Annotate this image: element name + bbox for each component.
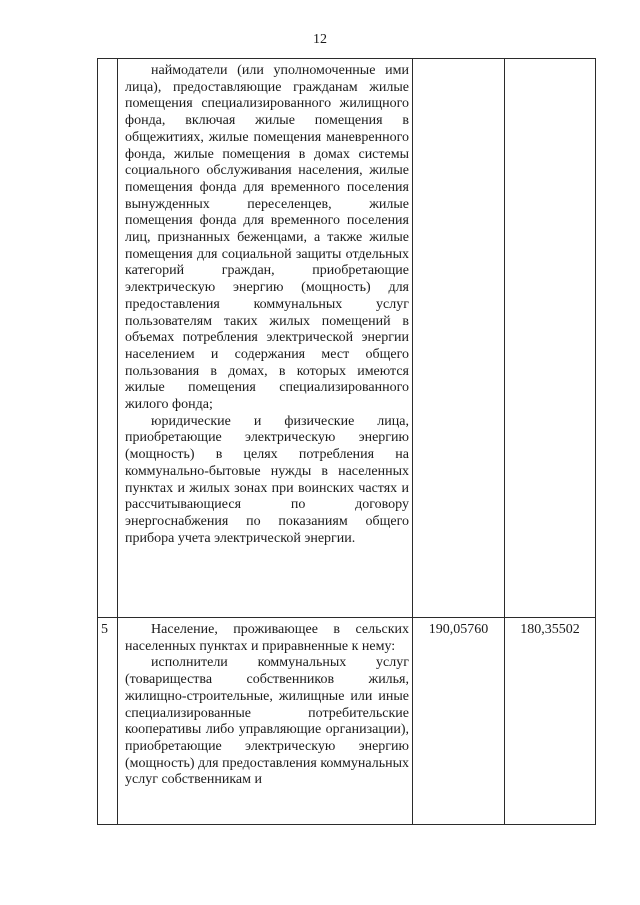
table-row <box>98 59 596 618</box>
tariff-value-2: 180,35502 <box>505 618 596 825</box>
description-paragraph: наймодатели (или уполномоченные ими лица), предоставляющие гражданам жилые помещения специализированного жилищного фонда, включая жилые помещения в общежитиях, жилые помещения маневренного фонда, жилые помещения в домах системы социального обслуживания населения, жилые помещения фонда для временного поселения вынужденных переселенцев, жилые помещения фонда для временного поселения лиц, признанных беженцами, а также жилые помещения для социальной защиты отдельных категорий граждан, приобретающие электрическую энергию (мощность) для предоставления коммунальных услуг пользователям таких жилых помещений в объемах потребления электрической энергии населением и содержания мест общего пользования в домах, в которых имеются жилые помещения специализированного жилого фонда; <box>125 63 409 413</box>
row-description <box>118 59 413 618</box>
tariff-value-2 <box>505 59 596 618</box>
row-number <box>98 59 118 618</box>
row-description <box>118 618 413 825</box>
table-row <box>98 618 596 825</box>
description-paragraph: Население, проживающее в сельских населенных пунктах и приравненные к нему: <box>125 622 409 654</box>
description-paragraph: юридические и физические лица, приобретающие электрическую энергию (мощность) в целях потребления на коммунально-бытовые нужды в населенных пунктах и жилых зонах при воинских частях и рассчитывающиеся по договору энергоснабжения по показаниям общего прибора учета электрической энергии. <box>125 413 409 546</box>
tariff-table <box>97 58 596 825</box>
tariff-value-1 <box>413 59 505 618</box>
page-number: 12 <box>313 32 327 47</box>
row-number: 5 <box>98 618 118 825</box>
tariff-value-1: 190,05760 <box>413 618 505 825</box>
description-paragraph: исполнители коммунальных услуг (товарищества собственников жилья, жилищно-строительные, жилищные или иные специализированные потребительские кооперативы либо управляющие организации), приобретающие электрическую энергию (мощность) для предоставления коммунальных услуг собственникам и <box>125 655 409 788</box>
